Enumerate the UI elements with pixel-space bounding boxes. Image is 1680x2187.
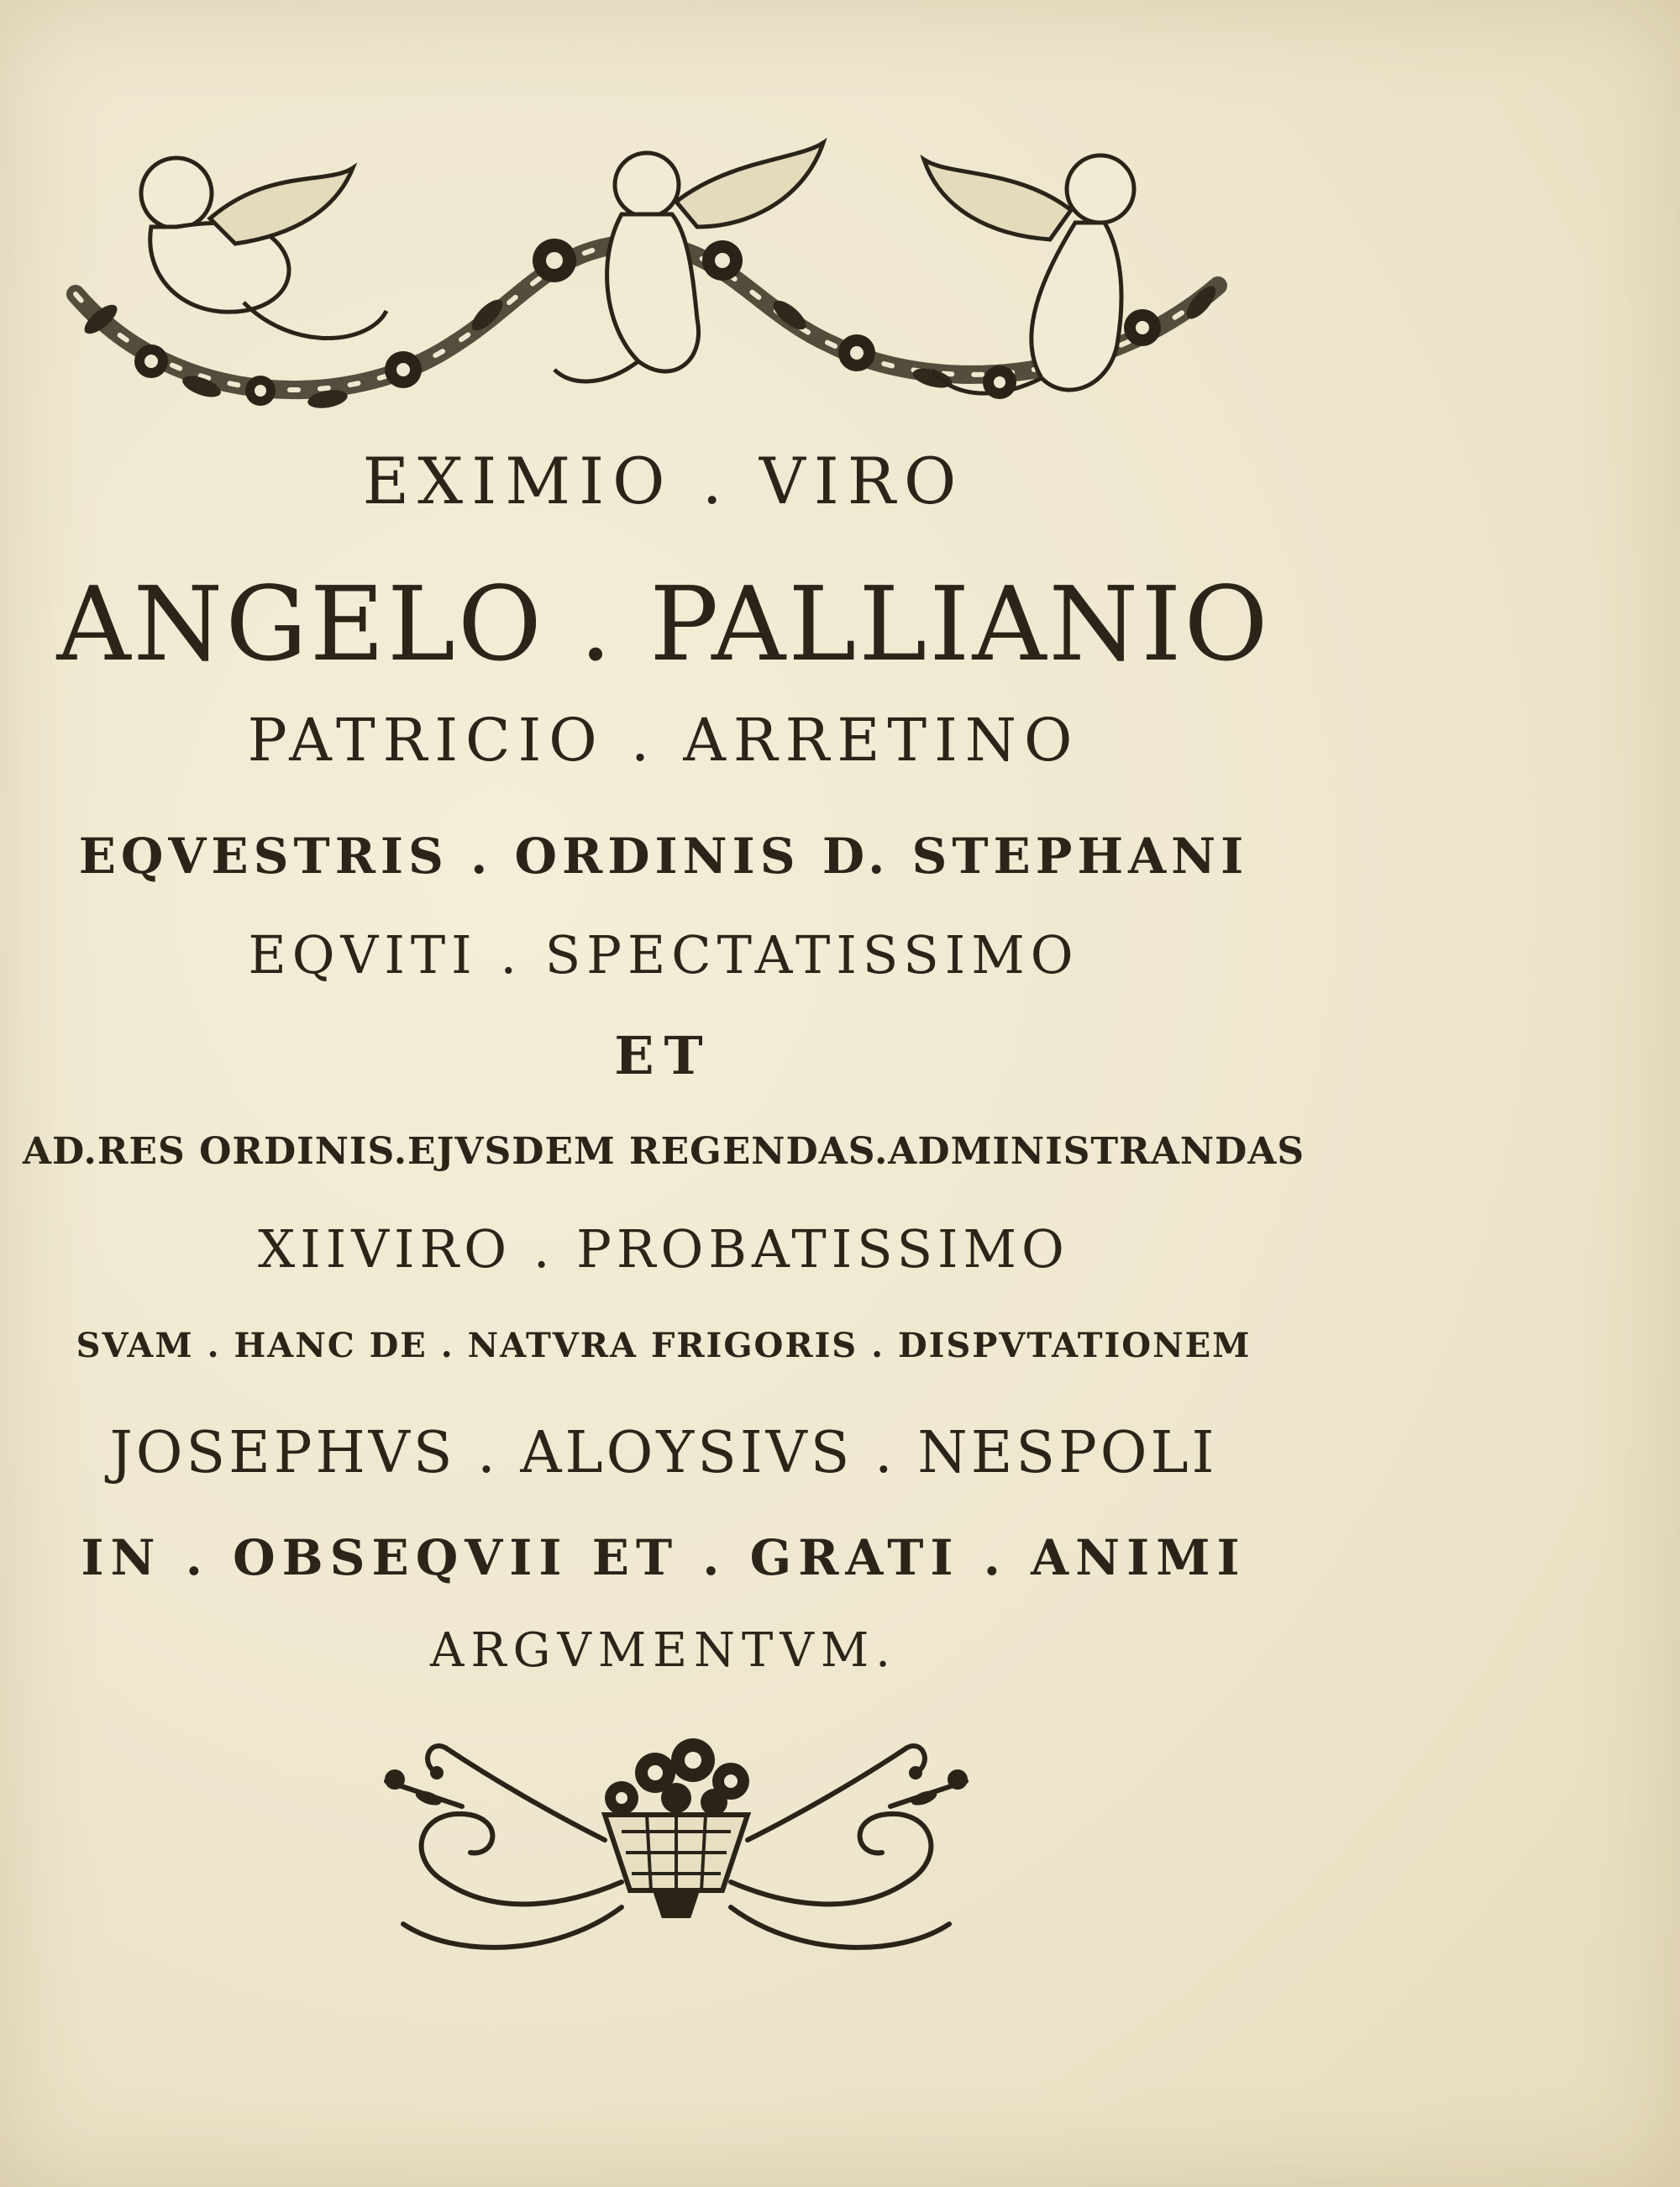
dedication-line-3: PATRICIO . ARRETINO bbox=[247, 706, 1080, 775]
dedication-line-4: EQVESTRIS . ORDINIS D. STEPHANI bbox=[78, 828, 1249, 885]
cherubs-garland-ornament bbox=[50, 134, 1243, 428]
dedication-line-8: XIIVIRO . PROBATISSIMO bbox=[258, 1218, 1069, 1280]
dedication-line-5: EQVITI . SPECTATISSIMO bbox=[248, 924, 1079, 986]
dedication-line-6: ET bbox=[614, 1025, 713, 1086]
dedicatee-name: ANGELO . PALLIANIO bbox=[56, 565, 1271, 684]
dedication-line-12: ARGVMENTVM. bbox=[430, 1623, 897, 1678]
dedication-line-1: EXIMIO . VIRO bbox=[362, 444, 965, 518]
flower-basket-ornament bbox=[370, 1714, 983, 1966]
dedication-line-11: IN . OBSEQVII ET . GRATI . ANIMI bbox=[81, 1529, 1247, 1586]
dedication-line-9: SVAM . HANC DE . NATVRA FRIGORIS . DISPVTATIONEM bbox=[76, 1326, 1252, 1365]
dedication-line-7: AD.RES ORDINIS.EJVSDEM REGENDAS.ADMINISTRANDAS bbox=[22, 1130, 1305, 1173]
author-name: JOSEPHVS . ALOYSIVS . NESPOLI bbox=[109, 1420, 1218, 1486]
